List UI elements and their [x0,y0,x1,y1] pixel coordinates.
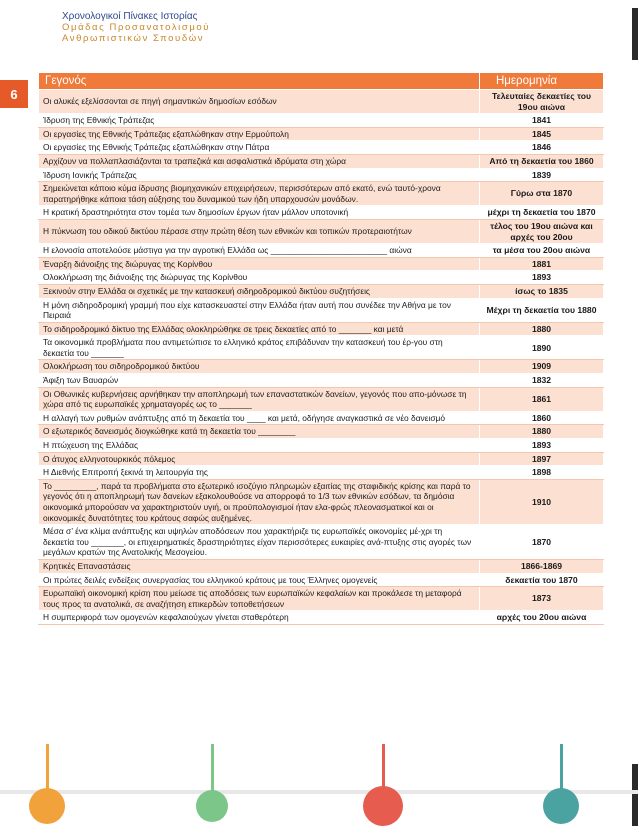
date-cell: ίσως το 1835 [480,284,604,298]
pin-green [196,744,228,822]
event-cell: Ο άτυχος ελληνοτουρκικός πόλεμος [39,452,480,466]
pin-orange [29,744,65,824]
event-cell: Το _________, παρά τα προβλήματα στο εξωτερικό ισοζύγιο πληρωμών εξαιτίας της σταφιδικής κρίσης και παρά το γεγονός ότι η αποπληρωμή των δανείων εξακολουθούσε να απορροφά το 1/3 των εθνικών εσόδων, τα δημόσια οικονομικά μπορούσαν να χαρακτηριστούν υγιή, οι προϋπολογισμοί ήταν ελα-φρώς πλεονασματικοί και οι οικονομικές δυνατότητες του κράτους σαφώς αυξημένες. [39,479,480,524]
document-header [62,11,210,44]
event-cell: Η Διεθνής Επιτροπή ξεκινά τη λειτουργία της [39,466,480,480]
event-cell: Ο εξωτερικός δανεισμός διογκώθηκε κατά τη δεκαετία του ________ [39,425,480,439]
table-row [39,611,604,625]
page-number-tab: 6 [0,80,28,108]
edge-bar-top [632,8,638,60]
chronology-table [38,72,604,625]
table-row [39,182,604,206]
event-cell: Οι αλυκές εξελίσσονται σε πηγή σημαντικών δημοσίων εσόδων [39,90,480,114]
event-cell: Ξεκινούν στην Ελλάδα οι σχετικές με την κατασκευή σιδηροδρομικού δικτύου συζητήσεις [39,284,480,298]
table-row [39,573,604,587]
date-cell: 1841 [480,114,604,128]
date-cell: αρχές του 20ου αιώνα [480,611,604,625]
date-cell: 1909 [480,360,604,374]
table-row [39,425,604,439]
date-cell: 1893 [480,439,604,453]
date-cell: 1910 [480,479,604,524]
column-header-event: Γεγονός [39,73,480,90]
event-cell: Ευρωπαϊκή οικονομική κρίση που μείωσε τις αποδόσεις των ευρωπαϊκών κεφαλαίων και προκάλεσε τη μεταφορά τους προς τα ανατολικά, σε αναζήτηση επικερδών τοποθετήσεων [39,587,480,611]
table-row [39,439,604,453]
date-cell: 1893 [480,271,604,285]
event-cell: Οι εργασίες της Εθνικής Τράπεζας εξαπλώθηκαν στην Πάτρα [39,141,480,155]
event-cell: Ίδρυση της Εθνικής Τράπεζας [39,114,480,128]
event-cell: Η μόνη σιδηροδρομική γραμμή που είχε κατασκευαστεί στην Ελλάδα ήταν αυτή που συνέδεε την Αθήνα με τον Πειραιά [39,298,480,322]
date-cell: Τελευταίες δεκαετίες του 19ου αιώνα [480,90,604,114]
event-cell: Οι πρώτες δειλές ενδείξεις συνεργασίας του ελληνικού κράτους με τους Έλληνες ομογενείς [39,573,480,587]
table-row [39,127,604,141]
date-cell: 1866-1869 [480,559,604,573]
date-cell: 1881 [480,257,604,271]
event-cell: Η πτώχευση της Ελλάδας [39,439,480,453]
table-row [39,219,604,243]
table-row [39,587,604,611]
table-row [39,360,604,374]
table-row [39,141,604,155]
decorative-pins [0,744,638,826]
event-cell: Οι Οθωνικές κυβερνήσεις αρνήθηκαν την αποπληρωμή των επαναστατικών δανείων, γεγονός που απο-μόνωσε τη χώρα από τις ευρωπαϊκές χρηματαγορές ως το _______ [39,387,480,411]
event-cell: Μέσα σ’ ένα κλίμα ανάπτυξης και υψηλών αποδόσεων που χαρακτήριζε τις ευρωπαϊκές οικονομίες μέ-χρι τη δεκαετία του _______, οι επιχειρηματικές δραστηριότητες είχαν περισσότερες ευκαιρίες ανά-πτυξης στις αγορές των μεγάλων κρατών της Ανατολικής Μεσογείου. [39,525,480,560]
date-cell: 1898 [480,466,604,480]
date-cell: 1832 [480,374,604,388]
table-header-row [39,73,604,90]
table-row [39,154,604,168]
event-cell: Κρητικές Επαναστάσεις [39,559,480,573]
event-cell: Οι εργασίες της Εθνικής Τράπεζας εξαπλώθηκαν στην Ερμούπολη [39,127,480,141]
event-cell: Αρχίζουν να πολλαπλασιάζονται τα τραπεζικά και ασφαλιστικά ιδρύματα στη χώρα [39,154,480,168]
table-row [39,525,604,560]
event-cell: Η κρατική δραστηριότητα στον τομέα των δημοσίων έργων ήταν μάλλον υποτονική [39,206,480,220]
timeline-line [0,790,638,794]
table-row [39,336,604,360]
table-row [39,257,604,271]
date-cell: Από τη δεκαετία του 1860 [480,154,604,168]
event-cell: Ολοκλήρωση της διάνοιξης της διώρυγας της Κορίνθου [39,271,480,285]
table-body [39,90,604,625]
table-row [39,322,604,336]
column-header-date: Ημερομηνία [480,73,604,90]
table-row [39,168,604,182]
date-cell: τα μέσα του 20ου αιώνα [480,244,604,258]
table-row [39,206,604,220]
table-row [39,559,604,573]
pin-red [363,744,403,826]
table-row [39,284,604,298]
date-cell: 1846 [480,141,604,155]
pin-teal [543,744,579,824]
table-row [39,298,604,322]
date-cell: Γύρω στα 1870 [480,182,604,206]
date-cell: 1890 [480,336,604,360]
event-cell: Έναρξη διάνοιξης της διώρυγας της Κορίνθου [39,257,480,271]
table-row [39,244,604,258]
event-cell: Σημειώνεται κάποιο κύμα ίδρυσης βιομηχανικών επιχειρήσεων, περισσότερων από εκατό, ενώ ταυτό-χρονα παρατηρήθηκε κάποια τάση αύξησης του δυναμικού των ήδη υπαρχουσών μονάδων. [39,182,480,206]
event-cell: Η πύκνωση του οδικού δικτύου πέρασε στην πρώτη θέση των εθνικών και τοπικών προτεραιοτήτων [39,219,480,243]
event-cell: Η συμπεριφορά των ομογενών κεφαλαιούχων γίνεται σταθερότερη [39,611,480,625]
table-row [39,271,604,285]
date-cell: 1839 [480,168,604,182]
header-subtitle-1: Ομάδας Προσανατολισμού [62,22,211,33]
date-cell: 1870 [480,525,604,560]
event-cell: Η ελονοσία αποτελούσε μάστιγα για την αγροτική Ελλάδα ως _________________________ αιώνα [39,244,480,258]
event-cell: Το σιδηροδρομικό δίκτυο της Ελλάδας ολοκληρώθηκε σε τρεις δεκαετίες από το _______ και μετά [39,322,480,336]
table-row [39,411,604,425]
date-cell: 1897 [480,452,604,466]
date-cell: τέλος του 19ου αιώνα και αρχές του 20ου [480,219,604,243]
event-cell: Τα οικονομικά προβλήματα που αντιμετώπισε το ελληνικό κράτος επιβάδυναν την κατασκευή του έρ-γου στη δεκαετία του _______ [39,336,480,360]
table-row [39,479,604,524]
table-row [39,114,604,128]
event-cell: Η αλλαγή των ρυθμών ανάπτυξης από τη δεκαετία του ____ και μετά, οδήγησε αναγκαστικά σε νέο δανεισμό [39,411,480,425]
date-cell: 1880 [480,322,604,336]
table-row [39,387,604,411]
date-cell: μέχρι τη δεκαετία του 1870 [480,206,604,220]
event-cell: Ίδρυση Ιονικής Τράπεζας [39,168,480,182]
event-cell: Ολοκλήρωση του σιδηροδρομικού δικτύου [39,360,480,374]
header-subtitle-2: Ανθρωπιστικών Σπουδών [62,33,205,44]
date-cell: 1861 [480,387,604,411]
table-row [39,466,604,480]
event-cell: Άφιξη των Βαυαρών [39,374,480,388]
date-cell: δεκαετία του 1870 [480,573,604,587]
date-cell: 1873 [480,587,604,611]
date-cell: 1845 [480,127,604,141]
table-row [39,452,604,466]
date-cell: 1860 [480,411,604,425]
table-row [39,90,604,114]
date-cell: Μέχρι τη δεκαετία του 1880 [480,298,604,322]
date-cell: 1880 [480,425,604,439]
table-row [39,374,604,388]
header-title: Χρονολογικοί Πίνακες Ιστορίας [62,11,198,22]
